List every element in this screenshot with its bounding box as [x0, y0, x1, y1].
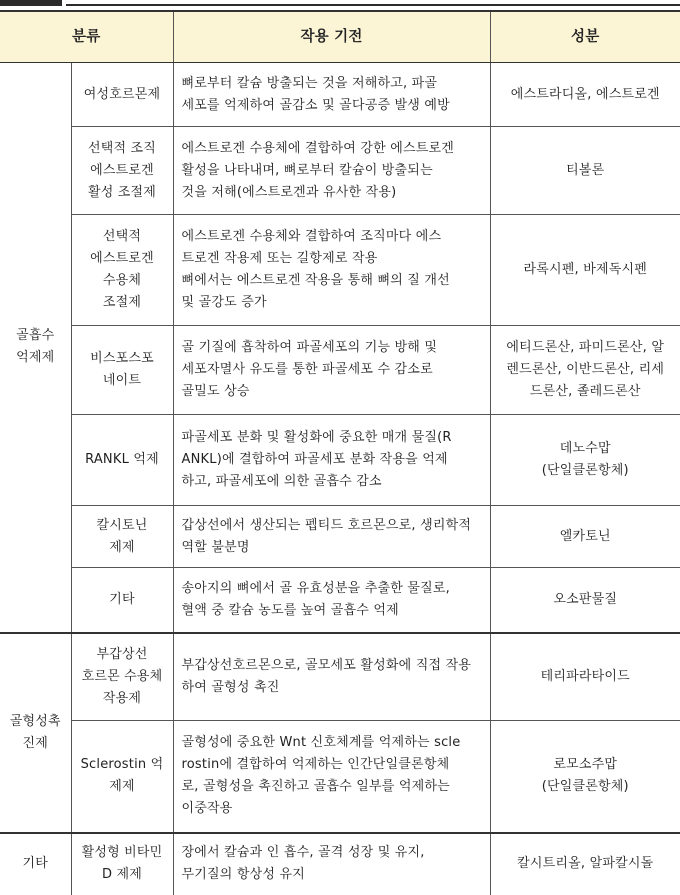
- subclass-cell: [71, 721, 173, 833]
- text-line: Sclerostin 억: [80, 757, 164, 773]
- table-row: [0, 721, 680, 833]
- category-bone-resorption-inhibitor: [0, 63, 71, 633]
- text-line: 에스트로겐: [90, 251, 154, 266]
- text-line: 부갑상선: [96, 646, 148, 662]
- ingredient-cell: [490, 63, 680, 127]
- header-mechanism: 작용 기전: [173, 11, 490, 63]
- text-line: 억제제: [16, 350, 55, 366]
- mechanism-cell: [173, 506, 490, 568]
- text-line: 뼈에서는 에스트로겐 작용을 통해 뼈의 질 개선: [181, 273, 450, 288]
- ingredient-cell: [490, 633, 680, 721]
- text-line: 갑상선에서 생산되는 펩티드 호르몬으로, 생리학적: [181, 517, 472, 533]
- text-line: 렌드론산, 이반드론산, 리세: [506, 362, 665, 377]
- table-row: [0, 63, 680, 127]
- ingredient-cell: [490, 326, 680, 415]
- subclass-cell: [71, 63, 173, 127]
- mechanism-cell: [173, 127, 490, 215]
- table-row: [0, 326, 680, 415]
- mechanism-cell: [173, 568, 490, 633]
- text-line: 오소판물질: [553, 591, 618, 607]
- text-line: 로모소주맙: [553, 757, 618, 773]
- text-line: 기타: [22, 856, 49, 871]
- table-row: [0, 415, 680, 506]
- table-row: [0, 633, 680, 721]
- text-line: 조절제: [102, 295, 142, 310]
- mechanism-cell: [173, 63, 490, 127]
- text-line: 여성호르몬제: [83, 86, 161, 102]
- text-line: 것을 저해(에스트로겐과 유사한 작용): [181, 184, 397, 200]
- ingredient-cell: [490, 415, 680, 506]
- text-line: 부갑상선호르몬으로, 골모세포 활성화에 직접 작용: [181, 657, 472, 673]
- text-line: 에스트라디올, 에스트로겐: [510, 86, 660, 102]
- mechanism-cell: [173, 215, 490, 326]
- text-line: 기타: [109, 591, 135, 607]
- subclass-cell: [71, 506, 173, 568]
- header-row: [0, 11, 680, 63]
- subclass-cell: [71, 127, 173, 215]
- text-line: 에스트로겐 수용체와 결합하여 조직마다 에스: [181, 229, 442, 244]
- subclass-cell: [71, 326, 173, 415]
- category-bone-formation-promoter: [0, 633, 71, 833]
- text-line: 골흡수: [16, 328, 55, 344]
- text-line: 송아지의 뼈에서 골 유효성분을 추출한 물질로,: [181, 580, 450, 596]
- mechanism-cell: [173, 415, 490, 506]
- text-line: 네이트: [102, 373, 142, 388]
- text-line: 데노수맙: [559, 441, 611, 456]
- ingredient-cell: [490, 127, 680, 215]
- subclass-cell: [71, 415, 173, 506]
- text-line: 및 골강도 증가: [181, 295, 267, 310]
- text-line: (단일클론항체): [541, 463, 629, 478]
- table-row: [0, 506, 680, 568]
- table-row: [0, 568, 680, 633]
- text-line: 활성형 비타민: [81, 845, 163, 860]
- text-line: 로, 골형성을 촉진하고 골흡수 일부를 억제하는: [181, 779, 450, 795]
- text-line: 하여 골형성 촉진: [181, 679, 280, 695]
- table-row: [0, 215, 680, 326]
- table-row: [0, 127, 680, 215]
- ingredient-cell: [490, 721, 680, 833]
- text-line: 선택적 조직: [87, 140, 157, 156]
- title-rule: [66, 4, 680, 6]
- text-line: D 제제: [101, 867, 143, 882]
- ingredient-cell: [490, 215, 680, 326]
- text-line: RANKL 억제: [85, 452, 159, 467]
- text-line: 무기질의 항상성 유지: [181, 867, 306, 882]
- text-line: 호르몬 수용체: [81, 668, 163, 684]
- ingredient-cell: [490, 833, 680, 895]
- mechanism-cell: [173, 326, 490, 415]
- text-line: 세포를 억제하여 골감소 및 골다공증 발생 예방: [181, 97, 450, 113]
- subclass-cell: [71, 568, 173, 633]
- text-line: 비스포스포: [90, 351, 154, 366]
- text-line: 골밀도 상승: [181, 384, 250, 399]
- mechanism-cell: [173, 721, 490, 833]
- text-line: (단일클론항체): [541, 779, 629, 795]
- mechanism-cell: [173, 833, 490, 895]
- text-line: 활성을 나타내며, 뼈로부터 칼슘이 방출되는: [181, 162, 433, 178]
- text-line: 장에서 칼슘과 인 흡수, 골격 성장 및 유지,: [181, 845, 425, 860]
- text-line: 칼시토닌: [96, 517, 148, 533]
- text-line: 이중작용: [181, 801, 233, 817]
- ingredient-cell: [490, 568, 680, 633]
- header-category: 분류: [0, 11, 173, 63]
- subclass-cell: [71, 833, 173, 895]
- table-row: [0, 833, 680, 895]
- text-line: 작용제: [102, 690, 142, 706]
- text-line: 제제: [109, 779, 135, 795]
- text-line: ANKL)에 결합하여 파골세포 분화 작용을 억제: [181, 452, 448, 467]
- text-line: 골 기질에 흡착하여 파골세포의 기능 방해 및: [181, 340, 438, 355]
- subclass-cell: [71, 633, 173, 721]
- mechanism-cell: [173, 633, 490, 721]
- text-line: rostin에 결합하여 억제하는 인간단일클론항체: [181, 757, 450, 773]
- text-line: 라록시펜, 바제독시펜: [523, 262, 648, 277]
- title-bar-block: [0, 0, 62, 6]
- text-line: 드론산, 졸레드론산: [529, 384, 641, 399]
- header-ingredient: 성분: [490, 11, 680, 63]
- text-line: 테리파라타이드: [540, 668, 630, 684]
- text-line: 티볼론: [566, 162, 605, 178]
- text-line: 골형성에 중요한 Wnt 신호체계를 억제하는 scle: [181, 735, 461, 751]
- text-line: 세포자멸사 유도를 통한 파골세포 수 감소로: [181, 362, 433, 377]
- text-line: 하고, 파골세포에 의한 골흡수 감소: [181, 474, 382, 489]
- drug-classification-table: [0, 10, 680, 895]
- text-line: 에티드론산, 파미드론산, 알: [506, 340, 665, 355]
- text-line: 진제: [22, 735, 49, 751]
- text-line: 골형성촉: [9, 713, 61, 729]
- category-other: [0, 833, 71, 895]
- text-line: 에스트로겐: [90, 162, 154, 178]
- ingredient-cell: [490, 506, 680, 568]
- text-line: 혈액 중 칼슘 농도를 높여 골흡수 억제: [181, 602, 399, 618]
- text-line: 에스트로겐 수용체에 결합하여 강한 에스트로겐: [181, 140, 455, 156]
- text-line: 파골세포 분화 및 활성화에 중요한 매개 물질(R: [181, 430, 452, 445]
- text-line: 칼시트리올, 알파칼시돌: [517, 856, 654, 871]
- subclass-cell: [71, 215, 173, 326]
- text-line: 선택적: [102, 229, 142, 244]
- text-line: 역할 불분명: [181, 539, 250, 555]
- text-line: 수용체: [102, 273, 142, 288]
- text-line: 뼈로부터 칼슘 방출되는 것을 저해하고, 파골: [181, 75, 438, 91]
- text-line: 활성 조절제: [87, 184, 157, 200]
- text-line: 엘카토닌: [559, 528, 611, 544]
- text-line: 트로겐 작용제 또는 길항제로 작용: [181, 251, 378, 266]
- text-line: 제제: [109, 539, 135, 555]
